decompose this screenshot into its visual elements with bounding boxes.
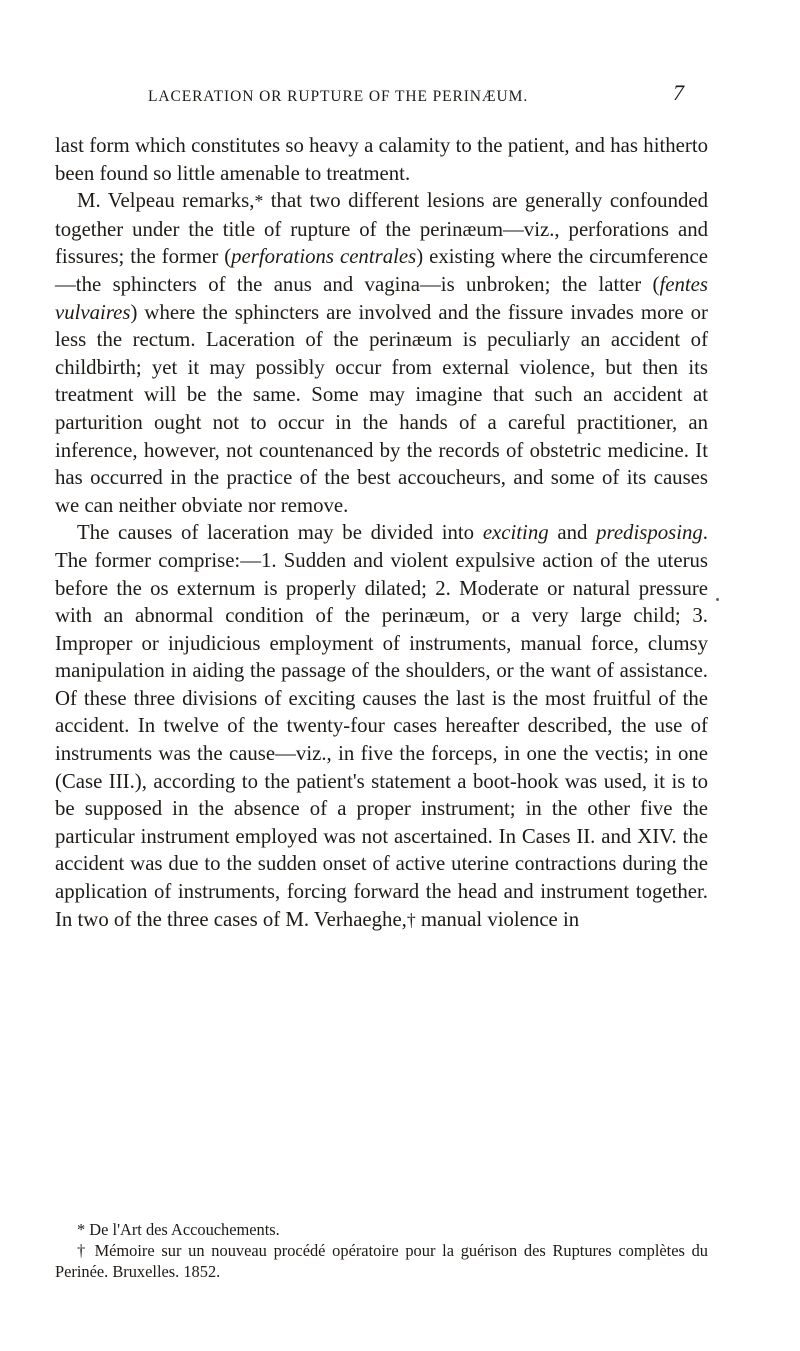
footnote-ref-2: † [406,909,416,930]
footnote-1 [55,1219,708,1240]
page-number: 7 [673,80,684,105]
paragraph-3-part-a: The causes of laceration may be divided into [77,521,483,545]
footnote-2-text: Mémoire sur un nouveau procédé opératoire pour la guérison des Ruptures complètes du Perinée. Bruxelles. 1852. [55,1241,708,1281]
footnote-1-text: De l'Art des Accouchements. [85,1220,280,1239]
body-text [55,132,708,934]
footnote-ref-1: * [254,191,264,212]
paragraph-2-part-c: ) existing where the circumference—the sphincters of the anus and vagina—is unbroken; the latter ( [55,245,708,296]
footnote-2-mark: † [77,1241,88,1260]
term-predisposing: predisposing [596,521,703,545]
ink-speck [716,598,719,601]
term-fentes-vulvaires: fentes vulvaires [55,272,708,324]
term-perforations-centrales: perforations centrales [231,245,417,269]
footnote-1-mark: * [77,1220,86,1239]
paragraph-2-part-d: ) where the sphincters are involved and the fissure invades more or less the rectum. Laceration of the perinæum is peculiarly an accident of childbirth; yet it may possibly occur from external violence, but then its treatment will be the same. Some may imagine that such an accident at parturition ought not to occur in the hands of a careful practitioner, an inference, however, not countenanced by the records of obstetric medicine. It has occurred in the practice of the best accoucheurs, and some of its causes we can neither obviate nor remove. [55,300,708,517]
paragraph-1: last form which constitutes so heavy a calamity to the patient, and has hitherto been found so little amenable to treatment. [55,134,708,185]
paragraph-3-part-b: and [548,521,597,545]
paragraph-3-part-d: manual violence in [415,907,580,931]
paragraph-3 [55,519,708,934]
footnotes [55,1219,708,1282]
paragraph-2 [55,187,708,519]
paragraph-2-part-b: that two different lesions are generally confounded together under the title of rupture of the perinæum—viz., perforations and fissures; the former ( [55,189,708,269]
paragraph-2-part-a: M. Velpeau remarks, [77,189,255,213]
footnote-2 [55,1240,708,1282]
term-exciting: exciting [482,521,549,545]
paragraph-3-part-c: . The former comprise:—1. Sudden and violent expulsive action of the uterus before the os externum is properly dilated; 2. Moderate or natural pressure with an abnormal condition of the perinæum, or a very large child; 3. Improper or injudicious employment of instruments, manual force, clumsy manipulation in aiding the passage of the shoulders, or the want of assistance. Of these three divisions of exciting causes the last is the most fruitful of the accident. In twelve of the twenty-four cases hereafter described, the use of instruments was the cause—viz., in five the forceps, in one the vectis; in one (Case III.), according to the patient's statement a boot-hook was used, it is to be supposed in the absence of a proper instrument; in the other five the particular instrument employed was not ascertained. In Cases II. and XIV. the accident was due to the sudden onset of active uterine contractions during the application of instruments, forcing forward the head and instrument together. In two of the three cases of M. Verhaeghe, [55,521,708,931]
running-head: LACERATION OR RUPTURE OF THE PERINÆUM. [148,88,529,105]
